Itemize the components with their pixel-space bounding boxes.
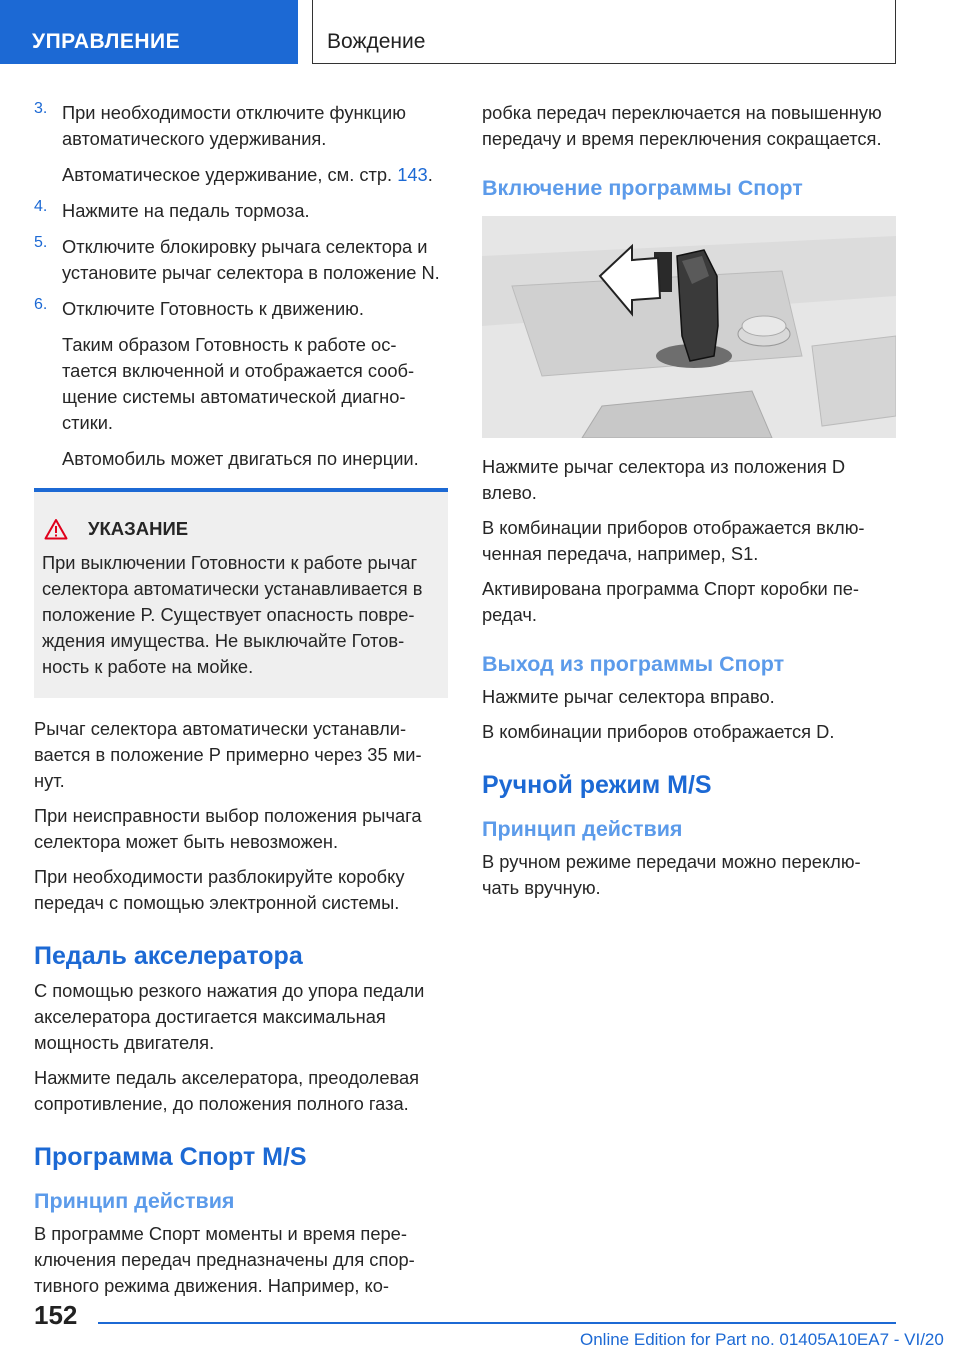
subsection-heading: Принцип действия bbox=[34, 1189, 235, 1213]
step-note: Автомобиль может двигаться по инерции. bbox=[62, 448, 419, 469]
edition-text: Online Edition for Part no. 01405A10EA7 - VI/20 bbox=[580, 1330, 944, 1349]
section-heading: Педаль акселератора bbox=[34, 942, 303, 970]
right-column bbox=[482, 100, 896, 910]
paragraph: Нажмите рычаг селектора вправо. bbox=[482, 686, 775, 707]
step-4 bbox=[34, 198, 448, 224]
warning-title: УКАЗАНИЕ bbox=[88, 518, 189, 539]
warning-triangle-icon bbox=[44, 518, 68, 540]
page-link[interactable]: 143 bbox=[397, 164, 428, 185]
step-number: 3. bbox=[34, 100, 48, 117]
paragraph: Рычаг селектора автоматически устанавли-вается в положение P примерно через 35 ми-нут. bbox=[34, 718, 422, 791]
chapter-tab bbox=[312, 0, 896, 64]
step-note: Таким образом Готовность к работе ос-тается включенной и отображается сооб-щение системы автоматической диагно-стики. bbox=[62, 334, 415, 433]
warning-header bbox=[42, 518, 434, 540]
step-number: 6. bbox=[34, 296, 48, 313]
section-title: УПРАВЛЕНИЕ bbox=[32, 30, 181, 53]
step-5 bbox=[34, 234, 448, 286]
paragraph: В комбинации приборов отображается вклю-ченная передача, например, S1. bbox=[482, 517, 865, 564]
step-number: 4. bbox=[34, 198, 48, 215]
note-text: Автоматическое удерживание, см. стр. bbox=[62, 164, 393, 185]
step-text: Отключите Готовность к движению. bbox=[62, 298, 364, 319]
section-heading: Ручной режим M/S bbox=[482, 771, 712, 799]
page-number: 152 bbox=[34, 1300, 78, 1330]
subsection-heading: Выход из программы Спорт bbox=[482, 652, 785, 676]
paragraph: При неисправности выбор положения рычага селектора может быть невозможен. bbox=[34, 805, 422, 852]
paragraph: В ручном режиме передачи можно переклю-чать вручную. bbox=[482, 851, 861, 898]
paragraph: Нажмите педаль акселератора, преодолевая сопротивление, до положения полного газа. bbox=[34, 1067, 420, 1114]
warning-text: При выключении Готовности к работе рычаг селектора автоматически устанавливается в положение P. Существует опасность повре-ждения имущества. Не выключайте Готов-ность к работе на мойке. bbox=[42, 552, 423, 677]
paragraph: С помощью резкого нажатия до упора педали акселератора достигается максимальная мощность двигателя. bbox=[34, 980, 425, 1053]
paragraph: В комбинации приборов отображается D. bbox=[482, 721, 835, 742]
step-text: Отключите блокировку рычага селектора и установите рычаг селектора в положение N. bbox=[62, 236, 440, 283]
step-number: 5. bbox=[34, 234, 48, 251]
section-tab bbox=[0, 0, 298, 64]
subsection-heading: Включение программы Спорт bbox=[482, 176, 803, 200]
paragraph: робка передач переключается на повышенную передачу и время переключения сокращается. bbox=[482, 102, 882, 149]
gear-selector-illustration bbox=[482, 216, 896, 438]
subsection-heading: Принцип действия bbox=[482, 817, 683, 841]
step-text: Нажмите на педаль тормоза. bbox=[62, 200, 310, 221]
paragraph: При необходимости разблокируйте коробку передач с помощью электронной системы. bbox=[34, 866, 405, 913]
paragraph: Нажмите рычаг селектора из положения D влево. bbox=[482, 456, 846, 503]
left-column bbox=[34, 100, 448, 1308]
chapter-title: Вождение bbox=[327, 30, 426, 53]
step-6 bbox=[34, 296, 448, 322]
warning-box bbox=[34, 488, 448, 698]
paragraph: В программе Спорт моменты и время пере-ключения передач предназначены для спор-тивного режима движения. Например, ко- bbox=[34, 1223, 415, 1296]
step-text: При необходимости отключите функцию автоматического удерживания. bbox=[62, 102, 406, 149]
paragraph: Активирована программа Спорт коробки пе-редач. bbox=[482, 578, 859, 625]
section-heading: Программа Спорт M/S bbox=[34, 1143, 307, 1171]
footer-divider bbox=[98, 1322, 896, 1324]
step-note bbox=[34, 162, 448, 188]
note-suffix: . bbox=[427, 164, 433, 185]
step-3 bbox=[34, 100, 448, 152]
